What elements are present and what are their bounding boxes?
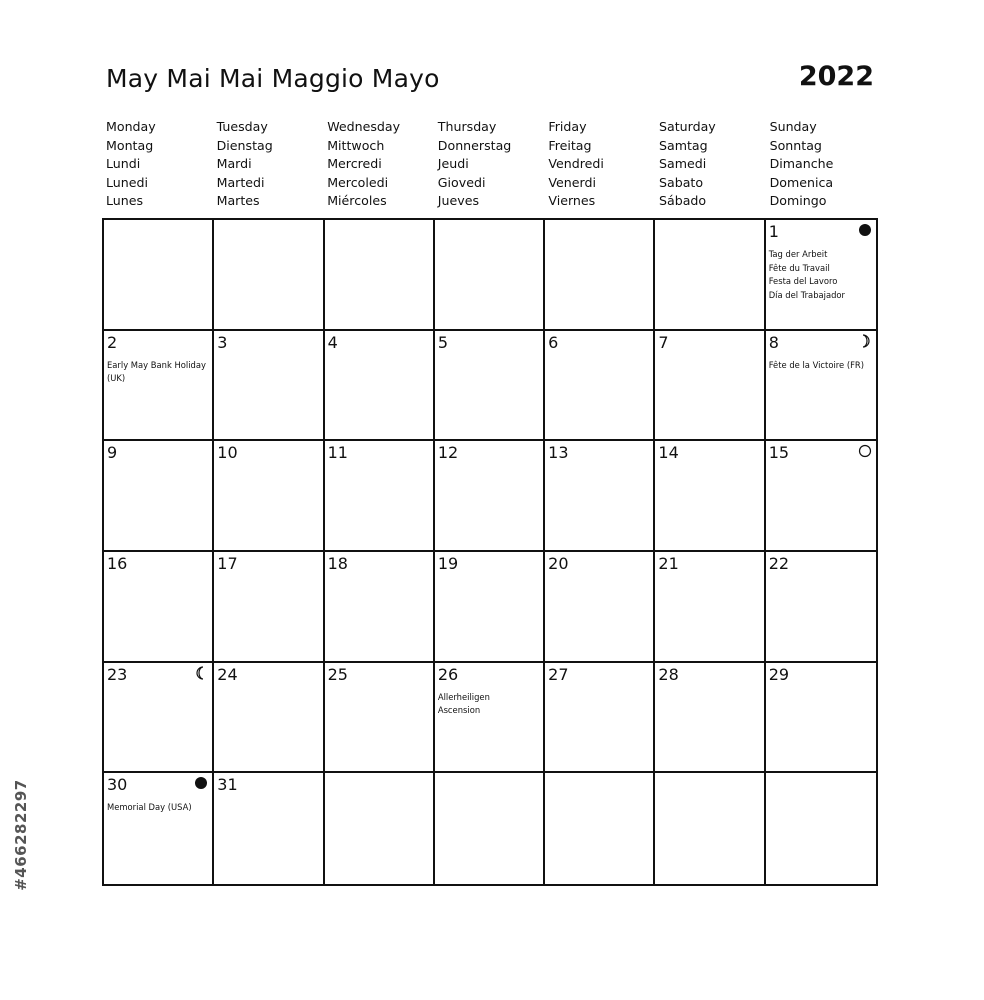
day-cell (655, 552, 765, 663)
holiday-label: Fête du Travail (768, 262, 830, 273)
weekday-name: Venerdi (548, 174, 596, 190)
calendar-year: 2022 (798, 61, 874, 92)
new-moon-icon (194, 776, 208, 790)
weekday-name: Martedi (216, 174, 265, 190)
empty-day-cell (435, 220, 545, 331)
holiday-label: Tag der Arbeit (768, 249, 828, 259)
empty-day-cell (325, 773, 435, 884)
day-cell (766, 552, 876, 663)
day-cell (655, 441, 765, 552)
day-cell (545, 552, 655, 663)
weekday-name: Miércoles (327, 193, 387, 208)
calendar-grid (102, 218, 878, 886)
day-cell (655, 663, 765, 774)
day-number: 18 (327, 553, 348, 573)
weekday-column (659, 118, 767, 211)
holiday-label: Early May Bank Holiday (UK) (107, 359, 206, 384)
weekday-name: Freitag (548, 137, 592, 153)
stock-id-watermark (8, 760, 34, 910)
day-cell (766, 663, 876, 774)
day-cell (766, 441, 876, 552)
new-moon-icon (858, 223, 872, 237)
day-cell (766, 331, 876, 442)
empty-day-cell (655, 220, 765, 331)
weekday-name: Jeudi (437, 156, 469, 171)
holiday-label: Memorial Day (USA) (107, 802, 192, 813)
holiday-label: Allerheiligen (437, 691, 490, 702)
weekday-name: Samtag (659, 137, 708, 153)
day-cell (214, 552, 324, 663)
day-cell (104, 331, 214, 442)
day-number: 12 (437, 443, 459, 463)
weekday-name: Sábado (659, 193, 707, 208)
empty-day-cell (325, 220, 435, 331)
weekday-name: Lundi (106, 156, 141, 171)
weekday-name: Sunday (769, 119, 817, 134)
day-cell (545, 663, 655, 774)
holiday-label: Día del Trabajador (768, 289, 845, 300)
weekday-name: Friday (548, 119, 587, 134)
first-quarter-moon-icon (858, 334, 872, 348)
holiday-label: Fête de la Victoire (FR) (768, 359, 865, 370)
day-number: 26 (437, 664, 459, 684)
day-number: 7 (658, 332, 669, 352)
day-number: 16 (107, 553, 128, 573)
day-number: 6 (548, 332, 559, 352)
weekday-name: Lunes (106, 193, 144, 208)
day-cell (545, 331, 655, 442)
weekday-name: Domingo (769, 193, 827, 208)
day-number: 8 (768, 332, 779, 352)
weekday-name: Wednesday (327, 119, 401, 134)
empty-day-cell (545, 220, 655, 331)
day-number: 19 (437, 553, 459, 573)
day-number: 10 (217, 443, 238, 463)
day-number: 27 (548, 664, 569, 684)
weekday-name: Dimanche (769, 156, 834, 171)
day-number: 3 (217, 332, 228, 352)
day-cell (435, 552, 545, 663)
day-cell (435, 663, 545, 774)
empty-day-cell (545, 773, 655, 884)
day-number: 29 (768, 664, 790, 684)
day-number: 2 (107, 332, 118, 352)
weekday-name: Montag (106, 137, 154, 153)
weekday-name: Giovedi (437, 174, 486, 190)
day-number: 22 (768, 553, 790, 573)
holiday-list (769, 359, 872, 373)
day-cell (325, 663, 435, 774)
empty-day-cell (104, 220, 214, 331)
empty-day-cell (766, 773, 876, 884)
holiday-list (107, 359, 208, 386)
weekday-name: Donnerstag (437, 137, 512, 153)
day-cell (104, 552, 214, 663)
empty-day-cell (435, 773, 545, 884)
day-cell (325, 441, 435, 552)
day-number: 14 (658, 443, 679, 463)
holiday-label: Festa del Lavoro (768, 276, 838, 286)
holiday-list (769, 248, 872, 302)
day-cell (435, 331, 545, 442)
weekday-column (327, 118, 435, 211)
day-cell (325, 331, 435, 442)
last-quarter-moon-icon (194, 666, 208, 680)
day-number: 5 (437, 332, 449, 352)
day-number: 13 (548, 443, 569, 463)
weekday-name: Tuesday (216, 119, 268, 134)
weekday-name: Mittwoch (327, 137, 385, 153)
day-cell (214, 331, 324, 442)
weekday-name: Martes (216, 193, 260, 208)
day-number: 4 (327, 332, 338, 352)
empty-day-cell (655, 773, 765, 884)
day-number: 9 (107, 443, 118, 463)
calendar-title: May Mai Mai Maggio Mayo (106, 64, 440, 93)
day-number: 30 (107, 775, 128, 795)
day-cell (655, 331, 765, 442)
day-cell (545, 441, 655, 552)
holiday-list (438, 691, 539, 718)
day-cell (214, 773, 324, 884)
weekday-name: Mercoledi (327, 174, 389, 190)
weekday-name: Monday (106, 119, 156, 134)
day-cell (104, 773, 214, 884)
full-moon-icon (858, 444, 872, 458)
weekday-name: Sabato (659, 174, 704, 190)
weekday-name: Samedi (659, 156, 707, 171)
weekday-name: Saturday (659, 119, 716, 134)
day-number: 21 (658, 553, 679, 573)
holiday-list (107, 801, 208, 815)
day-number: 1 (768, 222, 779, 241)
day-cell (104, 441, 214, 552)
weekday-name: Mercredi (327, 156, 382, 171)
day-cell (766, 220, 876, 331)
day-number: 23 (107, 664, 128, 684)
weekday-name: Mardi (216, 156, 252, 171)
day-number: 28 (658, 664, 679, 684)
weekday-name: Dienstag (216, 137, 273, 153)
day-number: 24 (217, 664, 238, 684)
day-cell (214, 441, 324, 552)
holiday-label: Ascension (437, 705, 481, 716)
day-cell (435, 441, 545, 552)
day-number: 17 (217, 553, 238, 573)
day-number: 25 (327, 664, 348, 684)
stock-id-text: #466282297 (12, 779, 30, 891)
weekday-name: Vendredi (548, 156, 604, 171)
weekday-column (217, 118, 325, 211)
weekday-column (438, 118, 546, 211)
weekday-name: Jueves (437, 193, 480, 208)
day-cell (214, 663, 324, 774)
weekday-column (548, 118, 656, 211)
day-cell (325, 552, 435, 663)
day-number: 11 (327, 443, 348, 463)
weekday-name: Sonntag (769, 137, 822, 153)
empty-day-cell (214, 220, 324, 331)
day-cell (104, 663, 214, 774)
weekday-header (106, 118, 886, 210)
weekday-name: Viernes (548, 193, 596, 208)
weekday-name: Lunedi (106, 174, 148, 190)
day-number: 31 (217, 775, 238, 795)
weekday-column (770, 118, 878, 211)
day-number: 15 (768, 443, 790, 463)
weekday-column (106, 118, 214, 211)
weekday-name: Thursday (437, 119, 497, 134)
weekday-name: Domenica (769, 174, 834, 190)
day-number: 20 (548, 553, 569, 573)
